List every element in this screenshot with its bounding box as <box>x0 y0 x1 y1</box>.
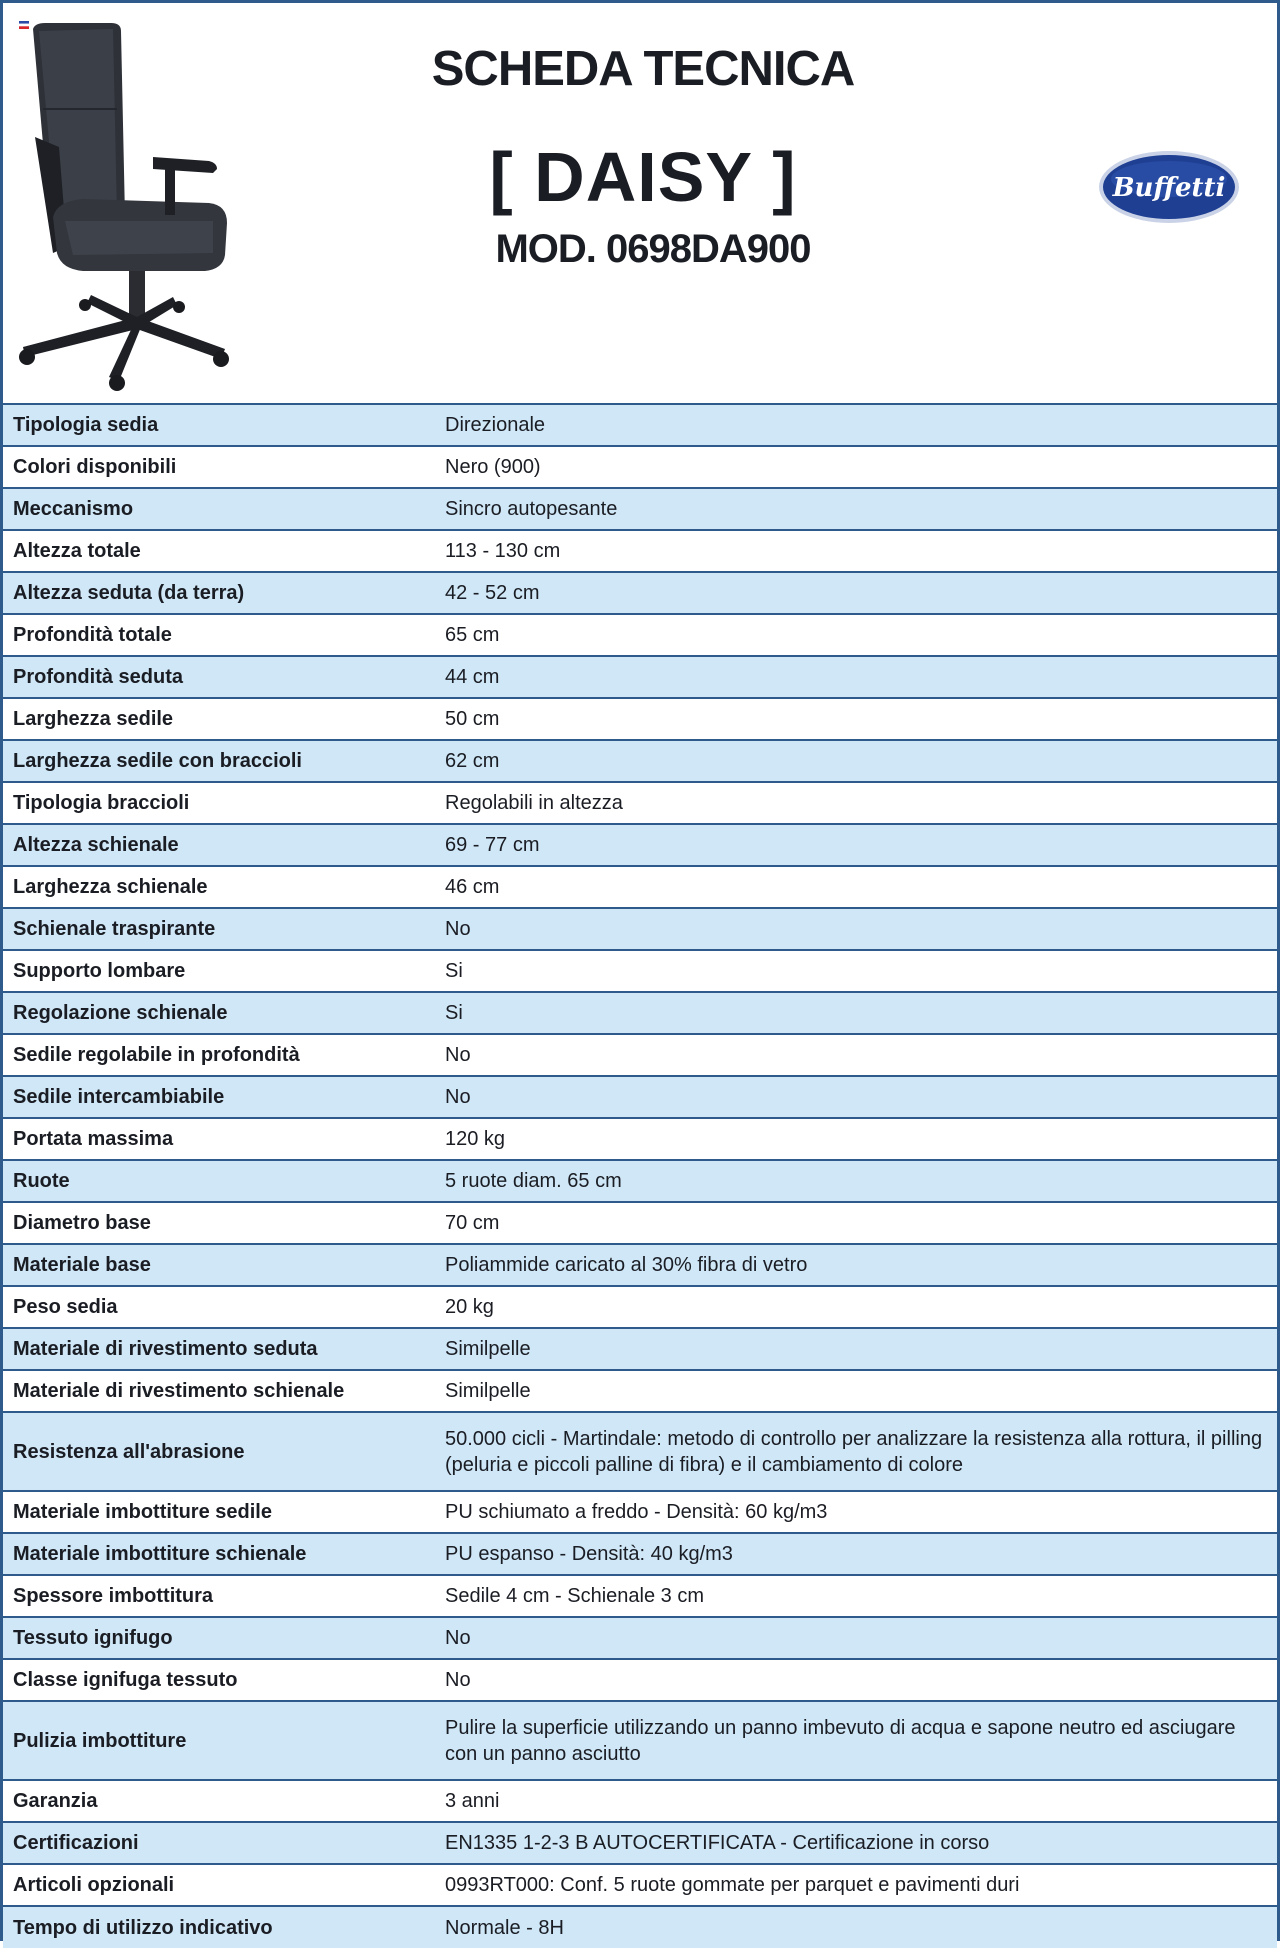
spec-value: Pulire la superficie utilizzando un panno imbevuto di acqua e sapone neutro ed asciugare con un panno asciutto <box>433 1701 1277 1780</box>
table-row <box>3 1617 1277 1659</box>
spec-label: Altezza totale <box>3 530 433 572</box>
spec-value: 0993RT000: Conf. 5 ruote gommate per parquet e pavimenti duri <box>433 1864 1277 1906</box>
spec-value: No <box>433 1659 1277 1701</box>
spec-value: 20 kg <box>433 1286 1277 1328</box>
spec-label: Certificazioni <box>3 1822 433 1864</box>
spec-value: Similpelle <box>433 1328 1277 1370</box>
spec-label: Diametro base <box>3 1202 433 1244</box>
table-row <box>3 1822 1277 1864</box>
table-row <box>3 1286 1277 1328</box>
spec-label: Larghezza schienale <box>3 866 433 908</box>
spec-label: Altezza schienale <box>3 824 433 866</box>
spec-label: Peso sedia <box>3 1286 433 1328</box>
spec-value: 120 kg <box>433 1118 1277 1160</box>
spec-label: Altezza seduta (da terra) <box>3 572 433 614</box>
spec-value: 69 - 77 cm <box>433 824 1277 866</box>
table-row <box>3 1906 1277 1948</box>
spec-label: Materiale di rivestimento seduta <box>3 1328 433 1370</box>
spec-label: Larghezza sedile <box>3 698 433 740</box>
spec-value: 113 - 130 cm <box>433 530 1277 572</box>
spec-label: Tipologia sedia <box>3 404 433 446</box>
spec-value: PU schiumato a freddo - Densità: 60 kg/m3 <box>433 1491 1277 1533</box>
spec-value: Similpelle <box>433 1370 1277 1412</box>
spec-value: No <box>433 1034 1277 1076</box>
table-row <box>3 1864 1277 1906</box>
table-row <box>3 1533 1277 1575</box>
table-row <box>3 1034 1277 1076</box>
spec-value: 70 cm <box>433 1202 1277 1244</box>
table-row <box>3 1160 1277 1202</box>
table-row <box>3 1491 1277 1533</box>
spec-label: Pulizia imbottiture <box>3 1701 433 1780</box>
spec-value: 3 anni <box>433 1780 1277 1822</box>
spec-label: Tessuto ignifugo <box>3 1617 433 1659</box>
spec-value: No <box>433 908 1277 950</box>
spec-label: Garanzia <box>3 1780 433 1822</box>
table-row <box>3 824 1277 866</box>
spec-label: Articoli opzionali <box>3 1864 433 1906</box>
table-row <box>3 992 1277 1034</box>
spec-value: Regolabili in altezza <box>433 782 1277 824</box>
spec-label: Classe ignifuga tessuto <box>3 1659 433 1701</box>
spec-label: Colori disponibili <box>3 446 433 488</box>
table-row <box>3 1328 1277 1370</box>
spec-label: Sedile regolabile in profondità <box>3 1034 433 1076</box>
table-row <box>3 530 1277 572</box>
table-row <box>3 656 1277 698</box>
table-row <box>3 1244 1277 1286</box>
table-row <box>3 1076 1277 1118</box>
table-row <box>3 740 1277 782</box>
spec-label: Profondità totale <box>3 614 433 656</box>
spec-value: Si <box>433 950 1277 992</box>
table-row <box>3 404 1277 446</box>
spec-label: Tipologia braccioli <box>3 782 433 824</box>
spec-value: Direzionale <box>433 404 1277 446</box>
spec-value: Sincro autopesante <box>433 488 1277 530</box>
model-name: [ DAISY ] <box>489 138 797 216</box>
spec-value: No <box>433 1617 1277 1659</box>
spec-label: Materiale base <box>3 1244 433 1286</box>
table-row <box>3 782 1277 824</box>
table-row <box>3 1701 1277 1780</box>
spec-label: Materiale di rivestimento schienale <box>3 1370 433 1412</box>
table-row <box>3 446 1277 488</box>
spec-value: PU espanso - Densità: 40 kg/m3 <box>433 1533 1277 1575</box>
table-row <box>3 698 1277 740</box>
spec-label: Larghezza sedile con braccioli <box>3 740 433 782</box>
spec-label: Regolazione schienale <box>3 992 433 1034</box>
spec-value: Sedile 4 cm - Schienale 3 cm <box>433 1575 1277 1617</box>
spec-label: Sedile intercambiabile <box>3 1076 433 1118</box>
spec-value: 65 cm <box>433 614 1277 656</box>
spec-value: Poliammide caricato al 30% fibra di vetro <box>433 1244 1277 1286</box>
spec-value: 42 - 52 cm <box>433 572 1277 614</box>
table-row <box>3 572 1277 614</box>
table-row <box>3 1370 1277 1412</box>
spec-value: 50.000 cicli - Martindale: metodo di controllo per analizzare la resistenza alla rottura, il pilling (peluria e piccoli palline di fibra) e il cambiamento di colore <box>433 1412 1277 1491</box>
spec-label: Resistenza all'abrasione <box>3 1412 433 1491</box>
spec-value: 50 cm <box>433 698 1277 740</box>
model-code: MOD. 0698DA900 <box>495 227 811 271</box>
spec-value: 62 cm <box>433 740 1277 782</box>
spec-label: Spessore imbottitura <box>3 1575 433 1617</box>
table-row <box>3 866 1277 908</box>
table-row <box>3 1575 1277 1617</box>
spec-value: EN1335 1-2-3 B AUTOCERTIFICATA - Certificazione in corso <box>433 1822 1277 1864</box>
spec-label: Tempo di utilizzo indicativo <box>3 1906 433 1948</box>
spec-label: Materiale imbottiture schienale <box>3 1533 433 1575</box>
spec-value: Nero (900) <box>433 446 1277 488</box>
spec-label: Schienale traspirante <box>3 908 433 950</box>
table-row <box>3 488 1277 530</box>
spec-label: Supporto lombare <box>3 950 433 992</box>
spec-label: Profondità seduta <box>3 656 433 698</box>
table-row <box>3 1780 1277 1822</box>
table-row <box>3 1412 1277 1491</box>
brand-logo-text: Buffetti <box>1112 173 1226 203</box>
spec-label: Meccanismo <box>3 488 433 530</box>
spec-value: 44 cm <box>433 656 1277 698</box>
spec-value: Normale - 8H <box>433 1906 1277 1948</box>
chair-image <box>13 17 233 397</box>
page-title: SCHEDA TECNICA <box>431 42 855 96</box>
table-row <box>3 614 1277 656</box>
buffetti-logo <box>1097 149 1241 225</box>
header <box>3 3 1277 403</box>
table-row <box>3 1659 1277 1701</box>
spec-value: Si <box>433 992 1277 1034</box>
spec-table <box>3 403 1277 1948</box>
spec-value: 46 cm <box>433 866 1277 908</box>
spec-label: Materiale imbottiture sedile <box>3 1491 433 1533</box>
table-row <box>3 950 1277 992</box>
spec-label: Portata massima <box>3 1118 433 1160</box>
table-row <box>3 1118 1277 1160</box>
spec-value: 5 ruote diam. 65 cm <box>433 1160 1277 1202</box>
spec-value: No <box>433 1076 1277 1118</box>
table-row <box>3 908 1277 950</box>
table-row <box>3 1202 1277 1244</box>
spec-label: Ruote <box>3 1160 433 1202</box>
